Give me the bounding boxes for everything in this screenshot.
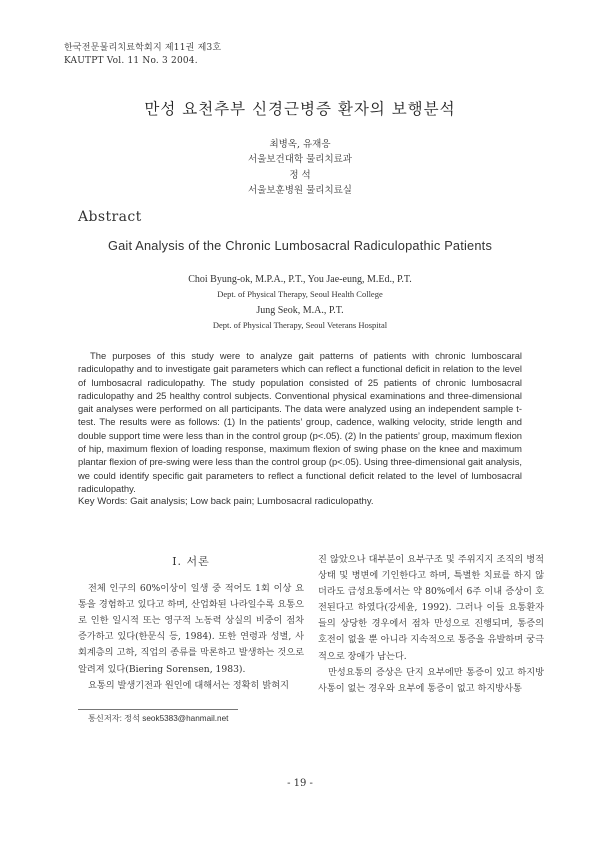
body-paragraph: 만성요통의 증상은 단지 요부에만 통증이 있고 하지방사통이 없는 경우와 요부에 통증이 없고 하지방사통 bbox=[318, 666, 544, 694]
body-paragraph: 요통의 발생기전과 원인에 대해서는 정확히 밝혀지 bbox=[88, 679, 289, 691]
paper-title-en: Gait Analysis of the Chronic Lumbosacral Radiculopathic Patients bbox=[107, 238, 493, 253]
footnote-correspondence: 통신저자: 정석 seok5383@hanmail.net bbox=[88, 714, 229, 723]
affiliation-ko-2: 서울보훈병원 물리치료실 bbox=[248, 185, 352, 196]
section-heading-introduction: Ⅰ. 서론 bbox=[172, 555, 210, 568]
body-column-left bbox=[78, 554, 304, 694]
paper-title-ko: 만성 요천추부 신경근병증 환자의 보행분석 bbox=[144, 100, 456, 118]
body-paragraph: 전체 인구의 60%이상이 일생 중 적어도 1회 이상 요통을 경험하고 있다고 하며, 산업화된 나라일수록 요통으로 인한 일시적 또는 영구적 노동력 상실의 비중이 점차 증가하고 있다(한문식 등, 1984). 또한 연령과 성별, 사회계층의 고하, 직업의 종류를 막론하고 발생하는 것으로 알려져 있다(Biering Sorensen, 1983). bbox=[78, 583, 304, 675]
affiliation-en-1: Dept. of Physical Therapy, Seoul Health College bbox=[217, 289, 383, 299]
authors-en-1: Choi Byung-ok, M.P.A., P.T., You Jae-eung, M.Ed., P.T. bbox=[188, 274, 412, 285]
footnote-divider bbox=[78, 709, 238, 710]
page-number: - 19 - bbox=[287, 778, 313, 789]
authors-ko-2: 정 석 bbox=[289, 170, 311, 181]
body-column-right bbox=[318, 552, 544, 697]
journal-name-en: KAUTPT Vol. 11 No. 3 2004. bbox=[64, 56, 198, 66]
keywords: Key Words: Gait analysis; Low back pain; Lumbosacral radiculopathy. bbox=[78, 496, 374, 507]
journal-header bbox=[64, 42, 221, 68]
abstract-text: The purposes of this study were to analyze gait patterns of patients with chronic lumboscaral radiculopathy and to investigate gait parameters which can reflect a functional deficit in relation to the level of lumbosacral radiculopathy. The study population consisted of 25 patients of chronic lumbosacral radiculopathy and 25 healthy control subjects. Conventional physical examinations and three-dimensional gait analyses were performed on all participants. The data were analyzed using an independent sample t-test. The results were as follows: (1) In the patients’ group, cadence, walking velocity, stride length and double support time were less than in the control group (p<.05). (2) In the patients’ group, maximum flexion of hip, maximum flexion of loading response, maximum flexion of swing phase on the knee and maximum plantar flexion of pre-swing were less than the control group (p<.05). Using three-dimensional gait analysis, we could identify specific gait parameters to reflect a functional deficit related to the level of lumbosacral radiculopathy. bbox=[78, 350, 522, 494]
authors-en-2: Jung Seok, M.A., P.T. bbox=[256, 305, 344, 316]
affiliation-ko-1: 서울보건대학 물리치료과 bbox=[248, 154, 352, 165]
authors-ko-1: 최병옥, 유재응 bbox=[269, 139, 331, 150]
abstract-heading: Abstract bbox=[78, 209, 142, 225]
affiliation-en-2: Dept. of Physical Therapy, Seoul Veterans Hospital bbox=[212, 320, 388, 330]
journal-name-ko: 한국전문물리치료학회지 제11권 제3호 bbox=[64, 43, 222, 53]
body-paragraph: 진 않았으나 대부분이 요부구조 및 주위지지 조직의 병적상태 및 병변에 기인한다고 하며, 특별한 치료를 하지 않더라도 급성요통에서는 약 80%에서 6주 이내 증상이 호전된다고 하였다(강세윤, 1992). 그러나 이들 요통환자들의 상당한 경우에서 점차 만성으로 진행되며, 통증의 호전이 없을 뿐 아니라 지속적으로 통증을 유발하며 궁극적으로 장애가 남는다. bbox=[318, 554, 544, 662]
